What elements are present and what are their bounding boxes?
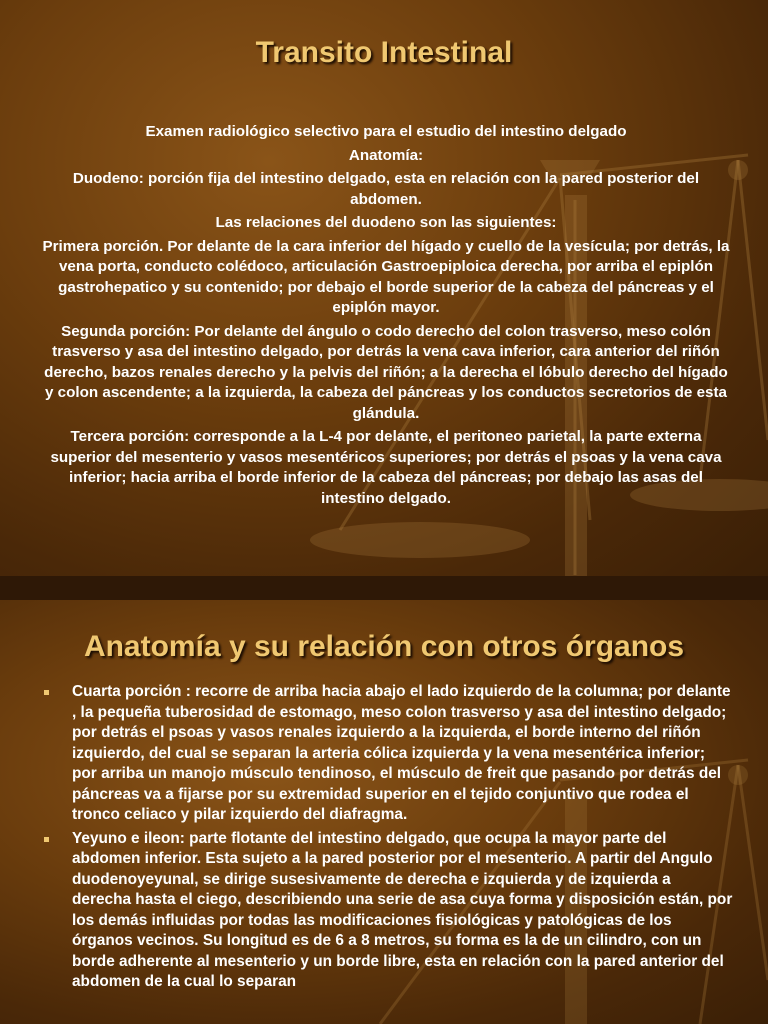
slide-title: Anatomía y su relación con otros órganos [83,630,685,663]
bullet-text: Yeyuno e ileon: parte flotante del intestino delgado, que ocupa la mayor parte del abdomen inferior. Esta sujeto a la pared posterior por el mesenterio. A partir del Angulo duodenoyeyunal, se dirige susesivamente de derecha e izquierda y de izquierda a derecha hasta el ciego, describiendo una serie de asa cuya forma y disposición están, por los demás influidas por todas las modificaciones fisiológicas y patológicas de los órganos vecinos. Su longitud es de 6 a 8 metros, su forma es la de un cilindro, con un borde adherente al mesenterio y un borde libre, esta en relación con la pared anterior del abdomen de la cual lo separan [72,829,733,990]
bullet-text: Cuarta porción : recorre de arriba hacia abajo el lado izquierdo de la columna; por delante , la pequeña tuberosidad de estomago, meso colon trasverso y asa del intestino delgado; por detrás el psoas y vasos renales izquierdo a la izquierda, el borde interno del riñón izquierdo, del cual se separan la arteria cólica izquierda y la vena mesentérica inferior; por arriba un manojo músculo tendinoso, el músculo de freit que pasando por detrás del páncreas va a fijarse por su extremidad superior en el tejido conjuntivo que rodea el tronco celiaco y pilar izquierdo del diafragma. [72,683,731,823]
slide-body [44,682,734,996]
paragraph: Segunda porción: Por delante del ángulo o codo derecho del colon trasverso, meso colón trasverso y asa del intestino delgado, por detrás la vena cava inferior, cara anterior del riñón derecho, bazos renales derecho y la pelvis del riñón; a la derecha el lóbulo derecho del hígado y colon ascendente; a la izquierda, la cabeza del páncreas y los conductos secretorios de esta glándula. [44,322,728,422]
slide-anatomia [0,600,768,1024]
list-item [44,682,734,826]
slide-separator [0,576,768,600]
paragraph: Las relaciones del duodeno son las siguientes: [215,214,557,231]
paragraph: Primera porción. Por delante de la cara inferior del hígado y cuello de la vesícula; por detrás, la vena porta, conducto colédoco, articulación Gastroepiploica derecha, por arriba el epiplón gastrohepatico y su contenido; por debajo el borde superior de la cabeza del páncreas y el epiplón mayor. [42,237,730,316]
paragraph: Anatomía: [348,146,424,164]
bullet-square-icon [44,837,49,842]
bullet-square-icon [44,690,49,695]
list-item [44,829,734,993]
paragraph: Examen radiológico selectivo para el estudio del intestino delgado [145,123,627,140]
paragraph: Duodeno: porción fija del intestino delgado, esta en relación con la pared posterior del abdomen. [72,170,700,208]
slide-body [40,122,732,512]
paragraph: Tercera porción: corresponde a la L-4 por delante, el peritoneo parietal, la parte externa superior del mesenterio y vasos mesentéricos superiores; por detrás el psoas y la vena cava inferior; hacia arriba el borde inferior de la cabeza del páncreas; por debajo las asas del intestino delgado. [50,428,722,507]
slide-title: Transito Intestinal [255,36,513,69]
